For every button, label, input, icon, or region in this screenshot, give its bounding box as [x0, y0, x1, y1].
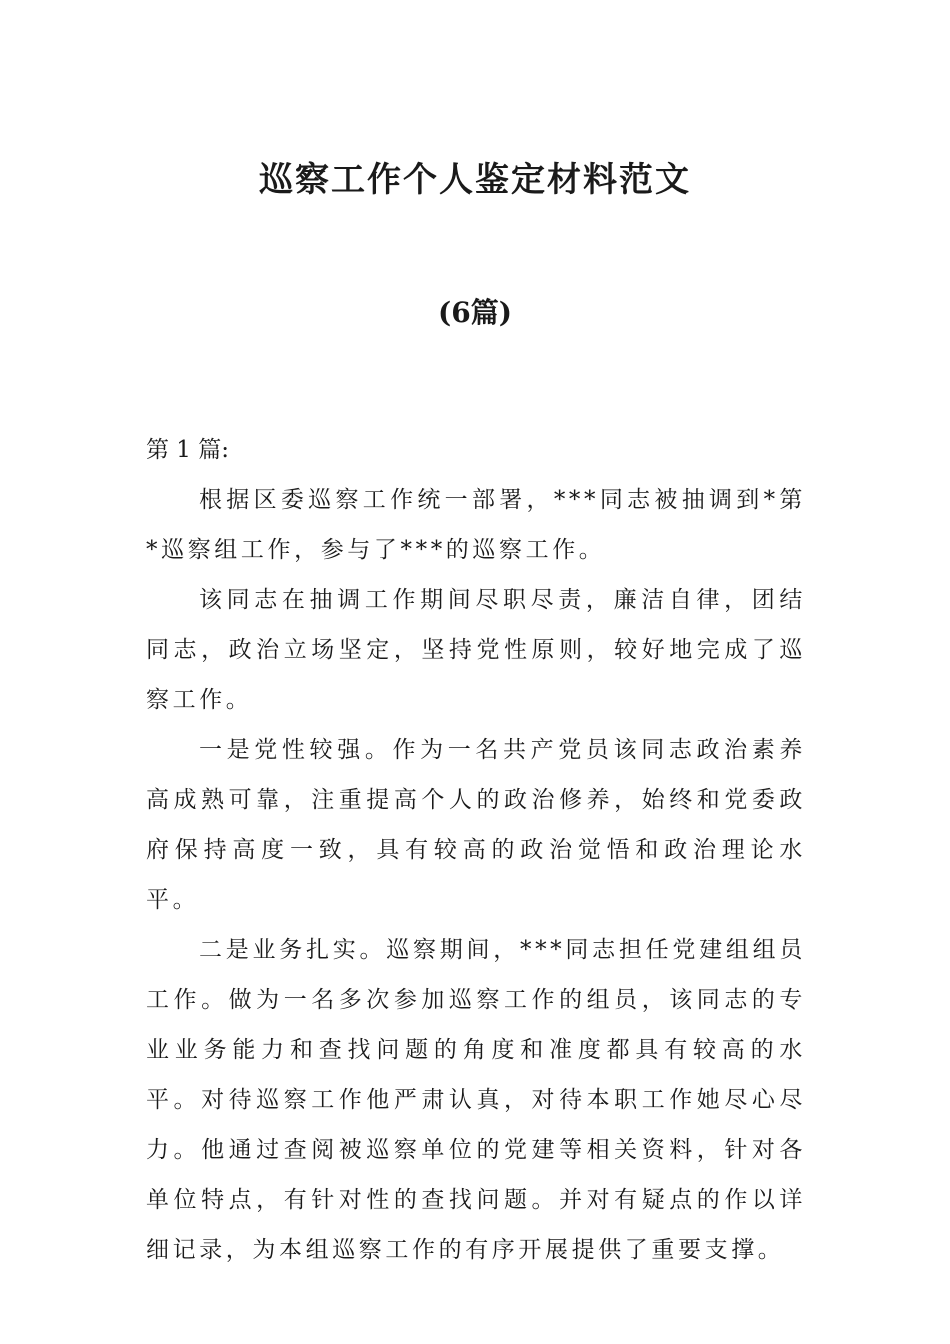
document-title: 巡察工作个人鉴定材料范文	[259, 160, 691, 200]
paragraph: 根据区委巡察工作统一部署，***同志被抽调到*第*巡察组工作，参与了***的巡察工作。	[146, 487, 806, 563]
document-subtitle: (6篇)	[438, 296, 512, 329]
document-body	[146, 425, 806, 1275]
paragraph: 二是业务扎实。巡察期间，***同志担任党建组组员工作。做为一名多次参加巡察工作的组员，该同志的专业业务能力和查找问题的角度和准度都具有较高的水平。对待巡察工作他严肃认真，对待本职工作她尽心尽力。他通过查阅被巡察单位的党建等相关资料，针对各单位特点，有针对性的查找问题。并对有疑点的作以详细记录，为本组巡察工作的有序开展提供了重要支撑。	[146, 937, 806, 1263]
paragraph: 一是党性较强。作为一名共产党员该同志政治素养高成熟可靠，注重提高个人的政治修养，始终和党委政府保持高度一致，具有较高的政治觉悟和政治理论水平。	[146, 737, 806, 913]
section-heading: 第 1 篇:	[146, 437, 230, 463]
paragraph: 该同志在抽调工作期间尽职尽责，廉洁自律，团结同志，政治立场坚定，坚持党性原则，较好地完成了巡察工作。	[146, 587, 806, 713]
